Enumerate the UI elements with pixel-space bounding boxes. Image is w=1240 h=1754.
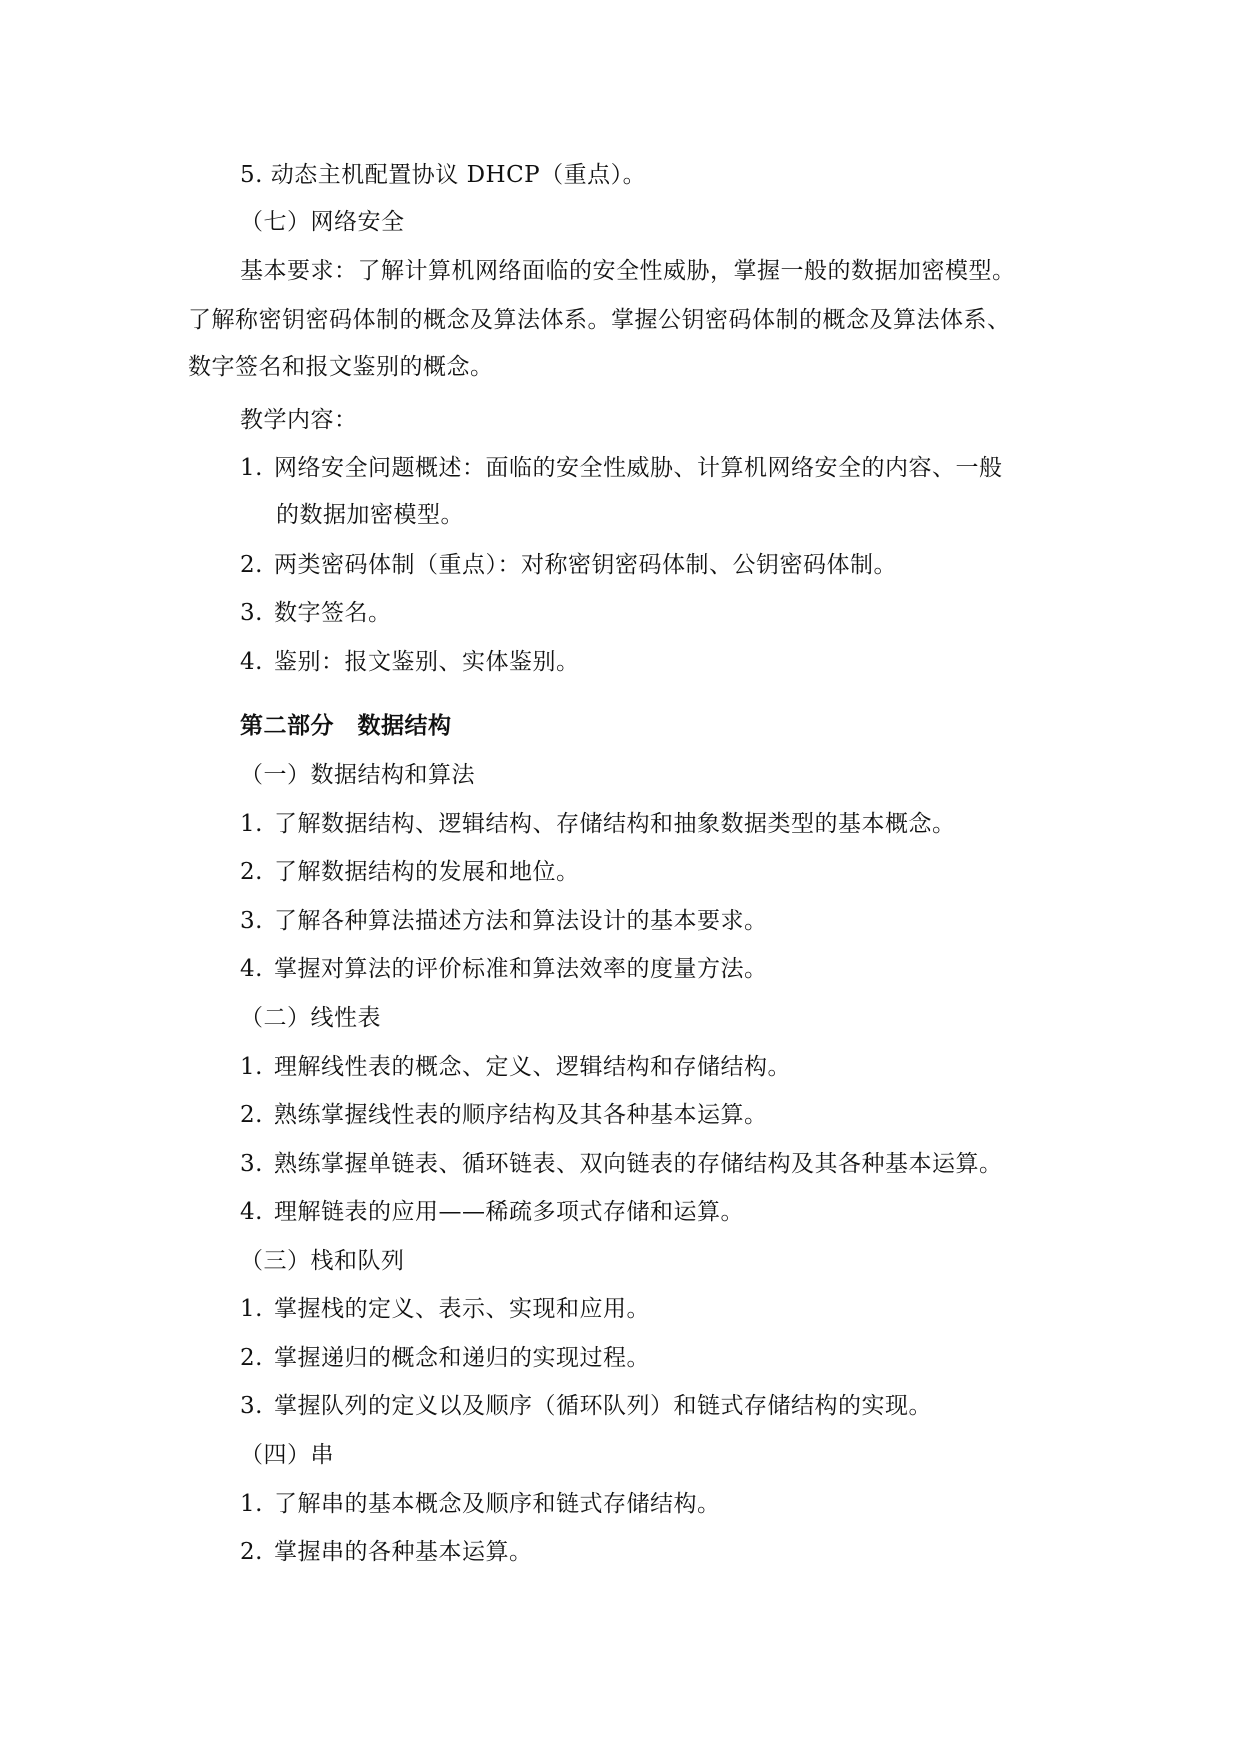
list-item xyxy=(240,1052,791,1082)
list-text: 熟练掌握单链表、循环链表、双向链表的存储结构及其各种基本运算。 xyxy=(274,1151,1003,1177)
list-text: 掌握对算法的评价标准和算法效率的度量方法。 xyxy=(274,956,768,982)
list-text: 理解线性表的概念、定义、逻辑结构和存储结构。 xyxy=(274,1054,791,1080)
list-item xyxy=(240,906,768,936)
list-item xyxy=(240,809,956,839)
list-number: 4. xyxy=(240,956,263,982)
list-item xyxy=(240,1294,650,1324)
list-item xyxy=(240,453,1003,483)
list-item xyxy=(240,1391,932,1421)
section-heading-network-security: （七）网络安全 xyxy=(240,209,405,235)
list-number: 2. xyxy=(240,859,263,885)
list-item xyxy=(240,1537,533,1567)
list-number: 2. xyxy=(240,552,263,578)
list-text: 理解链表的应用——稀疏多项式存储和运算。 xyxy=(274,1199,744,1225)
list-number: 3. xyxy=(240,1393,263,1419)
section-heading: （二）线性表 xyxy=(240,1005,381,1031)
list-text: 掌握栈的定义、表示、实现和应用。 xyxy=(274,1296,650,1322)
list-item xyxy=(240,598,392,628)
list-text: 两类密码体制（重点）：对称密钥密码体制、公钥密码体制。 xyxy=(274,552,897,578)
list-number: 1. xyxy=(240,1296,263,1322)
list-number: 3. xyxy=(240,1151,263,1177)
list-text: 熟练掌握线性表的顺序结构及其各种基本运算。 xyxy=(274,1102,768,1128)
list-item xyxy=(240,857,580,887)
list-number: 1. xyxy=(240,455,263,481)
list-item: 5. 动态主机配置协议 DHCP（重点）。 xyxy=(240,162,647,188)
list-item xyxy=(240,954,768,984)
list-number: 2. xyxy=(240,1345,263,1371)
list-item-continuation: 的数据加密模型。 xyxy=(276,502,464,528)
part-title: 第二部分 数据结构 xyxy=(240,712,452,739)
list-number: 2. xyxy=(240,1102,263,1128)
list-item xyxy=(240,1197,744,1227)
list-text: 了解数据结构的发展和地位。 xyxy=(274,859,580,885)
list-number: 4. xyxy=(240,1199,263,1225)
list-item xyxy=(240,550,897,580)
list-text: 掌握队列的定义以及顺序（循环队列）和链式存储结构的实现。 xyxy=(274,1393,932,1419)
list-item xyxy=(240,1489,721,1519)
list-number: 4. xyxy=(240,649,263,675)
list-text: 了解串的基本概念及顺序和链式存储结构。 xyxy=(274,1491,721,1517)
list-text: 鉴别：报文鉴别、实体鉴别。 xyxy=(274,649,580,675)
section-heading: （三）栈和队列 xyxy=(240,1248,405,1274)
section-heading: （四）串 xyxy=(240,1442,334,1468)
list-text: 了解各种算法描述方法和算法设计的基本要求。 xyxy=(274,908,768,934)
list-number: 1. xyxy=(240,811,263,837)
content-label: 教学内容： xyxy=(240,407,358,433)
list-text: 了解数据结构、逻辑结构、存储结构和抽象数据类型的基本概念。 xyxy=(274,811,956,837)
list-item xyxy=(240,647,580,677)
list-item xyxy=(240,1343,650,1373)
paragraph-line: 了解称密钥密码体制的概念及算法体系。掌握公钥密码体制的概念及算法体系、 xyxy=(188,307,1011,333)
list-number: 3. xyxy=(240,908,263,934)
list-item xyxy=(240,1100,768,1130)
list-number: 3. xyxy=(240,600,263,626)
paragraph-line: 基本要求：了解计算机网络面临的安全性威胁，掌握一般的数据加密模型。 xyxy=(240,258,1016,284)
paragraph-line: 数字签名和报文鉴别的概念。 xyxy=(188,354,494,380)
section-heading: （一）数据结构和算法 xyxy=(240,762,475,788)
list-text: 网络安全问题概述：面临的安全性威胁、计算机网络安全的内容、一般 xyxy=(274,455,1003,481)
list-text: 掌握递归的概念和递归的实现过程。 xyxy=(274,1345,650,1371)
list-number: 1. xyxy=(240,1054,263,1080)
list-item xyxy=(240,1149,1003,1179)
list-text: 数字签名。 xyxy=(274,600,392,626)
list-text: 掌握串的各种基本运算。 xyxy=(274,1539,533,1565)
list-number: 1. xyxy=(240,1491,263,1517)
list-number: 2. xyxy=(240,1539,263,1565)
